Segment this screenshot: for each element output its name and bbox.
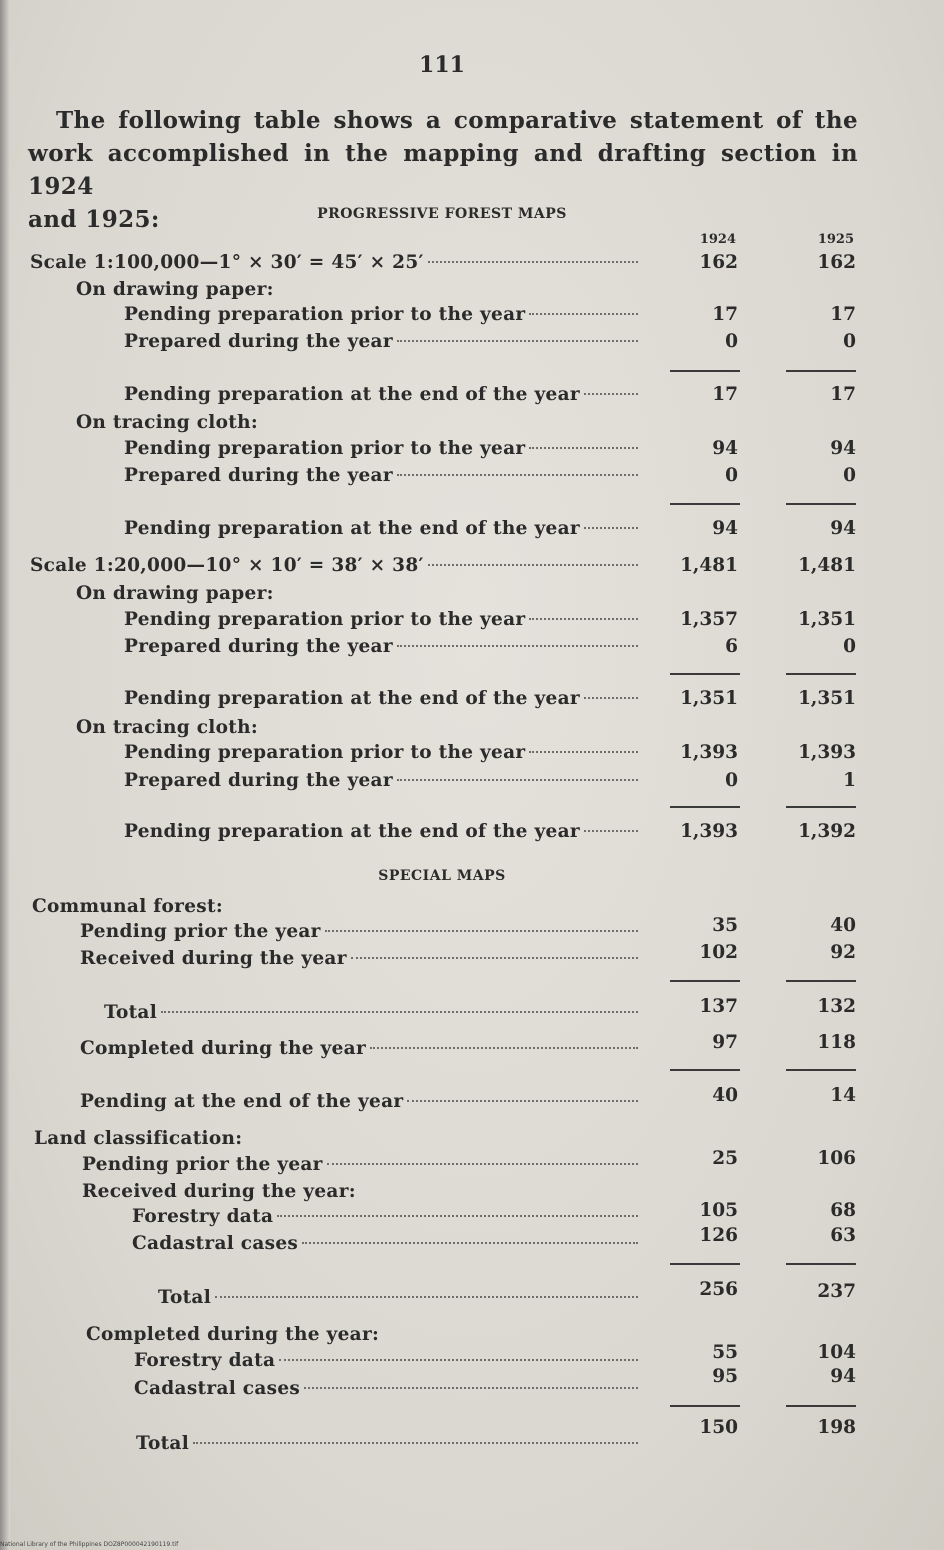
- heading-special-maps: SPECIAL MAPS: [378, 868, 506, 884]
- value-1924: 6: [725, 636, 738, 657]
- value-1924: 17: [712, 384, 738, 405]
- table-row: [0, 609, 944, 635]
- row-label: Cadastral cases: [134, 1378, 301, 1399]
- row-label: Forestry data: [132, 1206, 274, 1227]
- year-header-1924: 1924: [699, 232, 736, 247]
- table-row: [0, 518, 944, 544]
- sum-rule: [670, 806, 740, 808]
- value-1925: 1,392: [798, 821, 856, 842]
- row-label: On tracing cloth:: [76, 412, 258, 433]
- value-1924: 1,481: [680, 555, 738, 576]
- sum-rule: [786, 1069, 856, 1071]
- value-1924: 1,351: [680, 688, 738, 709]
- value-1925: 162: [817, 252, 856, 273]
- value-1925: 0: [843, 331, 856, 352]
- row-label: Prepared during the year: [124, 465, 393, 486]
- library-footer: National Library of the Philippines DOZ8P000042190119.tif: [0, 1541, 179, 1548]
- value-1925: 92: [830, 942, 856, 963]
- row-label: On drawing paper:: [76, 279, 274, 300]
- table-row: [0, 770, 944, 796]
- value-1925: 40: [830, 915, 856, 936]
- value-1924: 0: [725, 770, 738, 791]
- value-1924: 1,393: [680, 821, 738, 842]
- value-1924: 0: [725, 465, 738, 486]
- intro-line-3: and 1925:: [28, 206, 160, 233]
- value-1924: 0: [725, 331, 738, 352]
- table-row: [0, 1279, 944, 1313]
- sum-rule: [786, 980, 856, 982]
- row-label: Pending preparation at the end of the year: [124, 384, 580, 405]
- table-row: [0, 331, 944, 357]
- table-row: [0, 942, 944, 974]
- sum-rule: [670, 673, 740, 675]
- row-label: Pending preparation prior to the year: [124, 438, 526, 459]
- value-1925: 0: [843, 465, 856, 486]
- value-1924: 35: [712, 915, 738, 936]
- value-1924: 94: [712, 438, 738, 459]
- value-1924: 256: [699, 1279, 738, 1300]
- table-row: [0, 555, 944, 581]
- value-1924: 126: [699, 1225, 738, 1246]
- value-1925: 1,481: [798, 555, 856, 576]
- sum-rule: [786, 370, 856, 372]
- table-row: [0, 252, 944, 278]
- value-1925: 1,393: [798, 742, 856, 763]
- row-label: Scale 1:100,000—1° × 30′ = 45′ × 25′: [30, 252, 424, 273]
- value-1924: 1,393: [680, 742, 738, 763]
- table-row: [0, 304, 944, 330]
- sum-rule: [670, 503, 740, 505]
- row-label: Pending prior the year: [82, 1154, 323, 1175]
- value-1924: 105: [699, 1200, 738, 1221]
- heading-progressive-forest-maps: PROGRESSIVE FOREST MAPS: [317, 206, 567, 222]
- row-label: Total: [158, 1287, 212, 1308]
- value-1924: 55: [712, 1342, 738, 1363]
- table-row: [0, 996, 944, 1028]
- row-label: Completed during the year:: [86, 1324, 380, 1345]
- sum-rule: [670, 980, 740, 982]
- table-row: [0, 742, 944, 768]
- value-1925: 94: [830, 1366, 856, 1387]
- page-number: 111: [419, 52, 465, 78]
- value-1925: 1,351: [798, 609, 856, 630]
- value-1924: 137: [699, 996, 738, 1017]
- sum-rule: [786, 503, 856, 505]
- table-row: [0, 412, 944, 438]
- value-1924: 150: [699, 1417, 738, 1438]
- row-label: Pending at the end of the year: [80, 1091, 404, 1112]
- row-label: Forestry data: [134, 1350, 276, 1371]
- value-1925: 17: [830, 304, 856, 325]
- value-1925: 63: [830, 1225, 856, 1246]
- row-label: Prepared during the year: [124, 770, 393, 791]
- row-label: Prepared during the year: [124, 636, 393, 657]
- value-1925: 237: [817, 1281, 856, 1302]
- sum-rule: [786, 1405, 856, 1407]
- table-row: [0, 1225, 944, 1259]
- table-row: [0, 821, 944, 847]
- table-row: [0, 384, 944, 410]
- table-row: [0, 583, 944, 609]
- sum-rule: [670, 1263, 740, 1265]
- intro-line-1: The following table shows a comparative statement of the: [56, 107, 858, 134]
- table-row: [0, 636, 944, 662]
- value-1925: 104: [817, 1342, 856, 1363]
- sum-rule: [670, 1069, 740, 1071]
- table-row: [0, 717, 944, 743]
- row-label: Pending preparation prior to the year: [124, 304, 526, 325]
- row-label: Pending preparation prior to the year: [124, 742, 526, 763]
- value-1924: 17: [712, 304, 738, 325]
- value-1924: 40: [712, 1085, 738, 1106]
- row-label: Pending preparation at the end of the year: [124, 688, 580, 709]
- value-1925: 106: [817, 1148, 856, 1169]
- value-1924: 95: [712, 1366, 738, 1387]
- row-label: Prepared during the year: [124, 331, 393, 352]
- table-row: [0, 438, 944, 464]
- row-label: Scale 1:20,000—10° × 10′ = 38′ × 38′: [30, 555, 424, 576]
- table-row: [0, 1085, 944, 1117]
- row-label: Completed during the year: [80, 1038, 367, 1059]
- value-1925: 118: [817, 1032, 856, 1053]
- value-1924: 162: [699, 252, 738, 273]
- value-1924: 25: [712, 1148, 738, 1169]
- row-label: Total: [136, 1433, 190, 1454]
- sum-rule: [670, 1405, 740, 1407]
- row-label: On tracing cloth:: [76, 717, 258, 738]
- value-1925: 198: [817, 1417, 856, 1438]
- value-1924: 1,357: [680, 609, 738, 630]
- value-1925: 17: [830, 384, 856, 405]
- table-row: [0, 1032, 944, 1064]
- sum-rule: [786, 806, 856, 808]
- sum-rule: [786, 1263, 856, 1265]
- value-1925: 68: [830, 1200, 856, 1221]
- table-row: [0, 279, 944, 305]
- sum-rule: [670, 370, 740, 372]
- table-row: [0, 465, 944, 491]
- row-label: Cadastral cases: [132, 1233, 299, 1254]
- table-row: [0, 1417, 944, 1459]
- value-1925: 1,351: [798, 688, 856, 709]
- value-1924: 102: [699, 942, 738, 963]
- row-label: Pending preparation prior to the year: [124, 609, 526, 630]
- row-label: On drawing paper:: [76, 583, 274, 604]
- value-1924: 97: [712, 1032, 738, 1053]
- value-1925: 0: [843, 636, 856, 657]
- value-1925: 132: [817, 996, 856, 1017]
- table-row: [0, 688, 944, 714]
- value-1924: 94: [712, 518, 738, 539]
- sum-rule: [786, 673, 856, 675]
- row-label: Received during the year: [80, 948, 347, 969]
- intro-line-2: work accomplished in the mapping and drafting section in 1924: [28, 140, 858, 200]
- row-label: Land classification:: [34, 1128, 243, 1149]
- row-label: Pending prior the year: [80, 921, 321, 942]
- value-1925: 1: [843, 770, 856, 791]
- row-label: Received during the year:: [82, 1181, 356, 1202]
- table-row: [0, 1148, 944, 1180]
- row-label: Communal forest:: [32, 896, 223, 917]
- year-header-1925: 1925: [817, 232, 854, 247]
- value-1925: 94: [830, 438, 856, 459]
- table-row: [0, 1366, 944, 1404]
- row-label: Pending preparation at the end of the year: [124, 518, 580, 539]
- row-label: Pending preparation at the end of the year: [124, 821, 580, 842]
- value-1925: 14: [830, 1085, 856, 1106]
- value-1925: 94: [830, 518, 856, 539]
- row-label: Total: [104, 1002, 158, 1023]
